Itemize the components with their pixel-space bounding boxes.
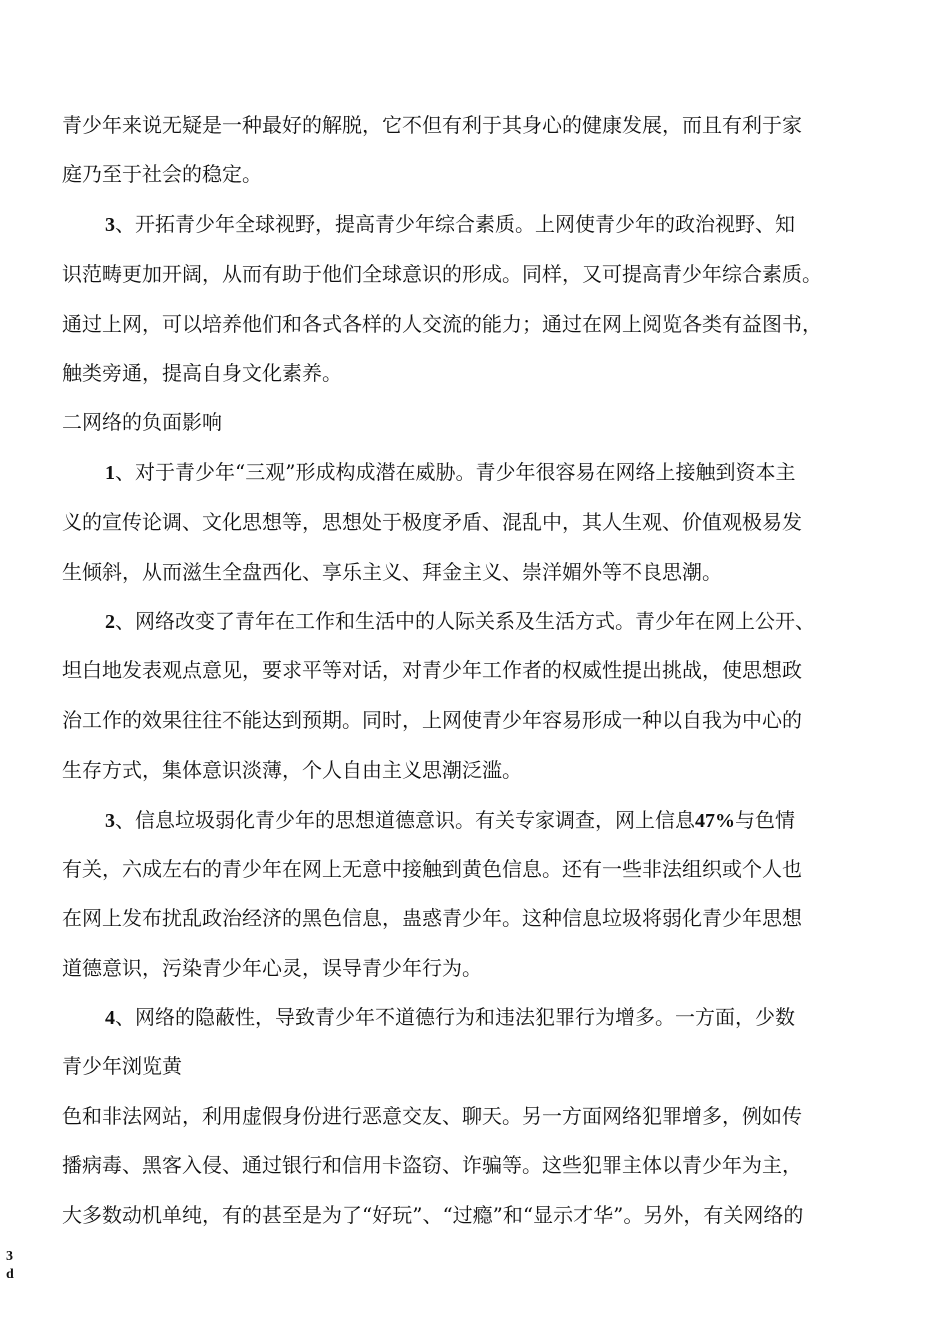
list-number: 2 — [105, 611, 115, 633]
paragraph-line: 1、对于青少年“三观”形成构成潜在威胁。青少年很容易在网络上接触到资本主 — [105, 460, 796, 484]
paragraph-line: 4、网络的隐蔽性，导致青少年不道德行为和违法犯罪行为增多。一方面，少数 — [105, 1005, 795, 1029]
list-number: 3 — [105, 810, 115, 832]
paragraph-line: 青少年浏览黄 — [62, 1054, 182, 1078]
paragraph-line: 生倾斜，从而滋生全盘西化、享乐主义、拜金主义、崇洋媚外等不良思潮。 — [62, 560, 722, 584]
paragraph-line: 坦白地发表观点意见，要求平等对话，对青少年工作者的权威性提出挑战，使思想政 — [62, 658, 802, 682]
section-heading: 二网络的负面影响 — [62, 410, 222, 434]
percentage-value: 47% — [695, 810, 735, 832]
paragraph-line: 3、信息垃圾弱化青少年的思想道德意识。有关专家调查，网上信息47%与色情 — [105, 808, 795, 832]
paragraph-line: 大多数动机单纯，有的甚至是为了“好玩”、“过瘾”和“显示才华”。另外，有关网络的 — [62, 1203, 804, 1227]
paragraph-line: 义的宣传论调、文化思想等，思想处于极度矛盾、混乱中，其人生观、价值观极易发 — [62, 510, 802, 534]
paragraph-line: 通过上网，可以培养他们和各式各样的人交流的能力；通过在网上阅览各类有益图书， — [62, 312, 822, 336]
paragraph-line: 治工作的效果往往不能达到预期。同时，上网使青少年容易形成一种以自我为中心的 — [62, 708, 802, 732]
paragraph-line: 青少年来说无疑是一种最好的解脱，它不但有利于其身心的健康发展，而且有利于家 — [62, 113, 802, 137]
page-marker-line: d — [6, 1267, 14, 1282]
paragraph-line: 生存方式，集体意识淡薄，个人自由主义思潮泛滥。 — [62, 758, 522, 782]
paragraph-line: 在网上发布扰乱政治经济的黑色信息，蛊惑青少年。这种信息垃圾将弱化青少年思想 — [62, 906, 802, 930]
paragraph-line: 庭乃至于社会的稳定。 — [62, 162, 262, 186]
paragraph-line: 道德意识，污染青少年心灵，误导青少年行为。 — [62, 956, 482, 980]
page-marker-line: 3 — [6, 1249, 13, 1264]
paragraph-line: 有关，六成左右的青少年在网上无意中接触到黄色信息。还有一些非法组织或个人也 — [62, 857, 802, 881]
page-marker — [6, 1248, 14, 1284]
list-number: 3 — [105, 214, 115, 236]
list-number: 4 — [105, 1007, 115, 1029]
paragraph-line: 色和非法网站，利用虚假身份进行恶意交友、聊天。另一方面网络犯罪增多，例如传 — [62, 1104, 802, 1128]
paragraph-line: 播病毒、黑客入侵、通过银行和信用卡盗窃、诈骗等。这些犯罪主体以青少年为主， — [62, 1153, 802, 1177]
paragraph-line: 3、开拓青少年全球视野，提高青少年综合素质。上网使青少年的政治视野、知 — [105, 212, 795, 236]
paragraph-line: 触类旁通，提高自身文化素养。 — [62, 361, 342, 385]
paragraph-line: 识范畴更加开阔，从而有助于他们全球意识的形成。同样，又可提高青少年综合素质。 — [62, 262, 822, 286]
paragraph-line: 2、网络改变了青年在工作和生活中的人际关系及生活方式。青少年在网上公开、 — [105, 609, 815, 633]
list-number: 1 — [105, 462, 115, 484]
